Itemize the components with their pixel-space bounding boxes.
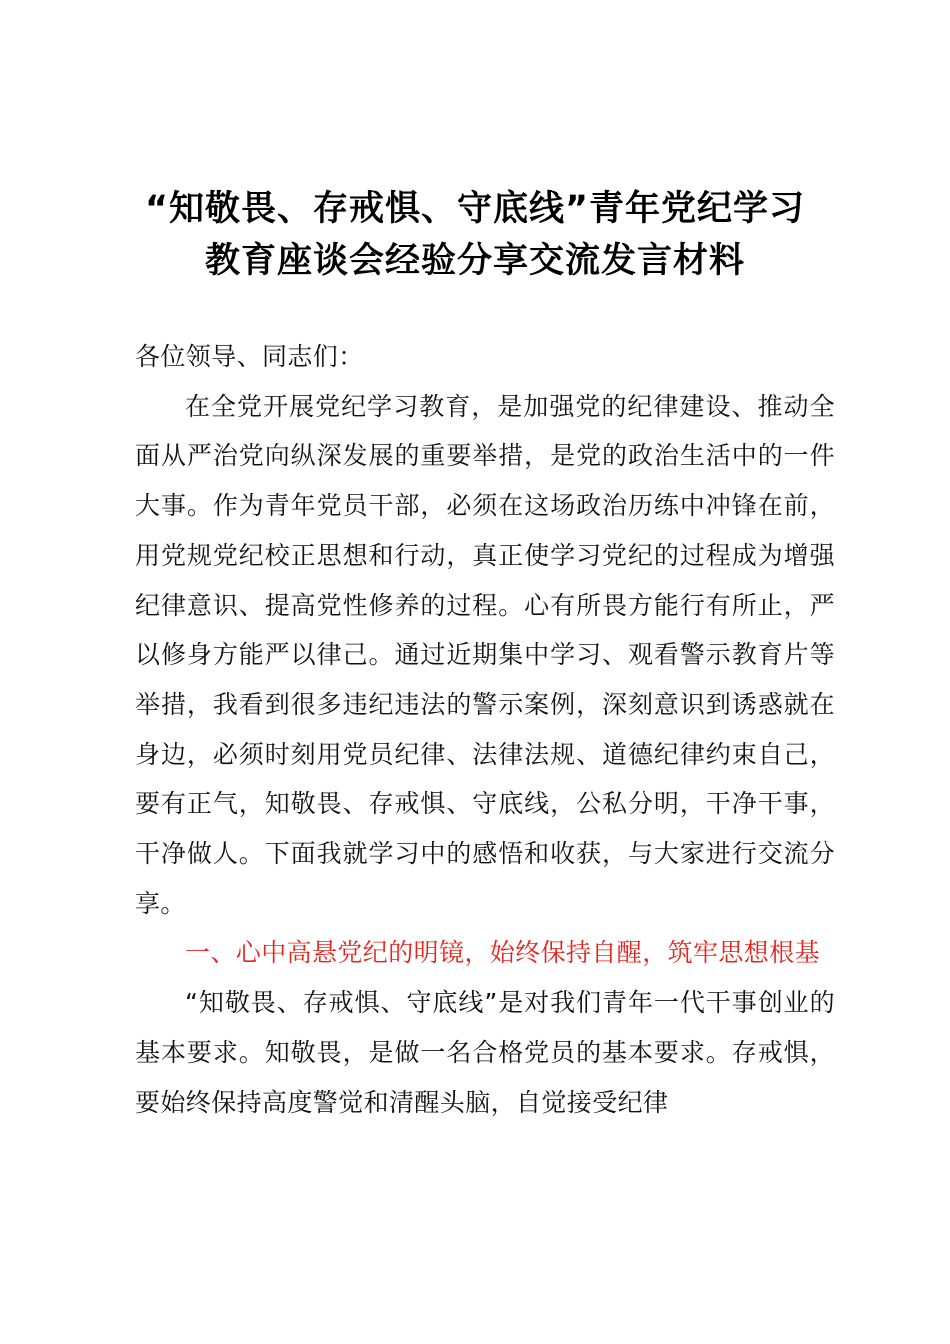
- document-body: [135, 332, 835, 1127]
- salutation: 各位领导、同志们：: [135, 342, 364, 371]
- title-line-1: “知敬畏、存戒惧、守底线”青年党纪学习: [144, 189, 805, 229]
- section-paragraph-1: “知敬畏、存戒惧、守底线”是对我们青年一代干事创业的基本要求。知敬畏，是做一名合格党员的基本要求。存戒惧，要始终保持高度警觉和清醒头脑，自觉接受纪律: [135, 988, 835, 1117]
- document-title: [100, 183, 850, 287]
- intro-paragraph: 在全党开展党纪学习教育，是加强党的纪律建设、推动全面从严治党向纵深发展的重要举措，是党的政治生活中的一件大事。作为青年党员干部，必须在这场政治历练中冲锋在前，用党规党纪校正思想和行动，真正使学习党纪的过程成为增强纪律意识、提高党性修养的过程。心有所畏方能行有所止，严以修身方能严以律己。通过近期集中学习、观看警示教育片等举措，我看到很多违纪违法的警示案例，深刻意识到诱惑就在身边，必须时刻用党员纪律、法律法规、道德纪律约束自己，要有正气，知敬畏、存戒惧、守底线，公私分明，干净干事，干净做人。下面我就学习中的感悟和收获，与大家进行交流分享。: [135, 391, 835, 918]
- section-heading-1: 一、心中高悬党纪的明镜，始终保持自醒，筑牢思想根基: [185, 938, 821, 968]
- title-line-2: 教育座谈会经验分享交流发言材料: [204, 241, 745, 281]
